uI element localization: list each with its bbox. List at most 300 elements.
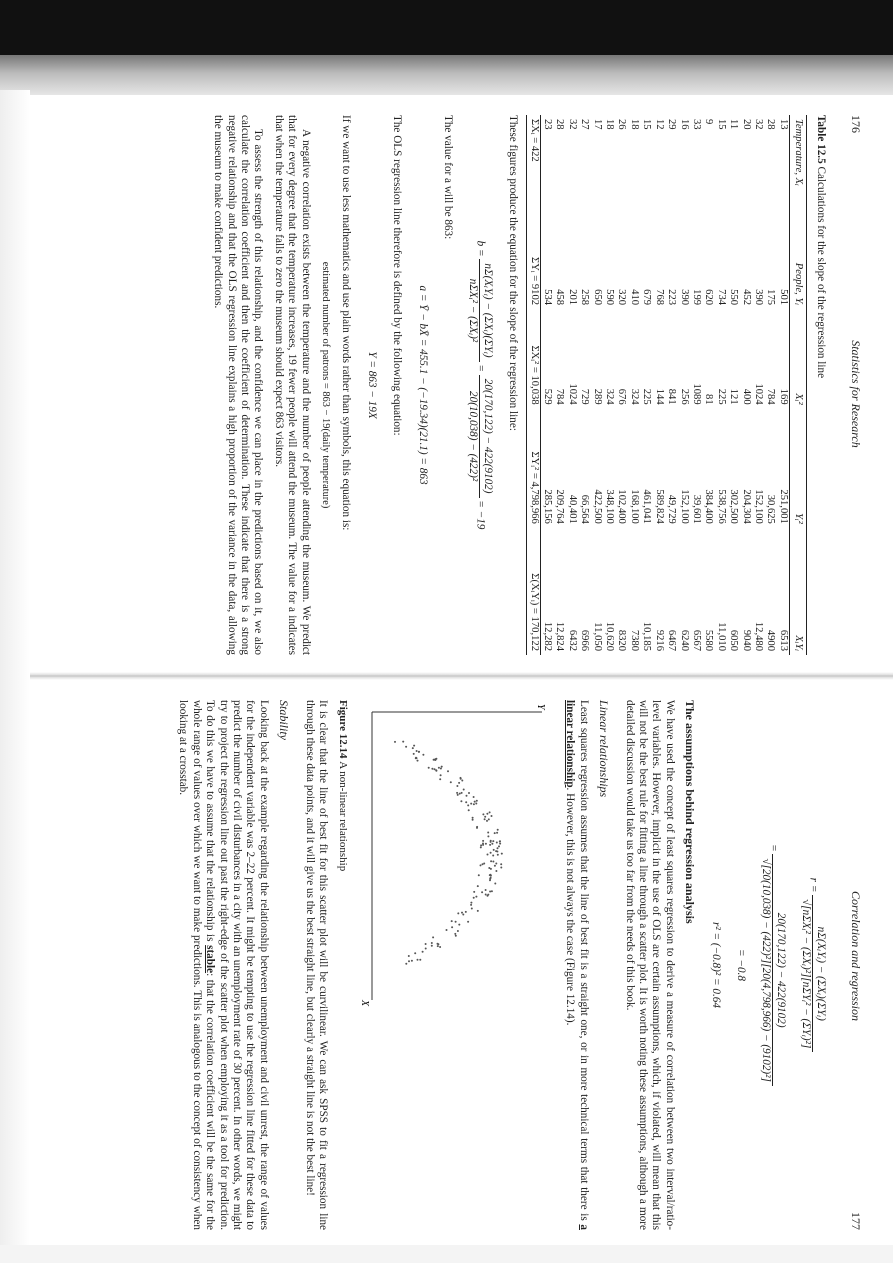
eq-lhs: r = bbox=[807, 877, 820, 893]
table-cell: 209,764 bbox=[554, 489, 566, 524]
scatter-point bbox=[461, 780, 463, 782]
table-cell: 6432 bbox=[566, 629, 578, 651]
table-row bbox=[752, 115, 764, 655]
table-row bbox=[739, 115, 751, 655]
table-cell: 102,400 bbox=[616, 489, 628, 524]
table-cell: 201 bbox=[566, 289, 578, 306]
scatter-point bbox=[500, 867, 502, 869]
x-axis-label: X bbox=[359, 1000, 370, 1007]
emphasis-linear: a linear relationship bbox=[564, 700, 590, 1230]
table-cell: 348,100 bbox=[604, 489, 616, 524]
equation-correlation bbox=[799, 700, 827, 1230]
table-row bbox=[702, 115, 714, 655]
scatter-point bbox=[484, 816, 486, 818]
table-cell: 289 bbox=[591, 388, 603, 405]
table-cell: 324 bbox=[604, 388, 616, 405]
table-cell: 144 bbox=[653, 388, 665, 405]
table-cell: 784 bbox=[554, 388, 566, 405]
emphasis-stable: stable bbox=[204, 945, 217, 974]
table-total-cell: ΣXᵢ = 422 bbox=[528, 119, 540, 162]
scatter-point bbox=[439, 946, 441, 948]
scatter-point bbox=[478, 874, 480, 876]
scatter-point bbox=[465, 911, 467, 913]
table-total-cell: ΣYᵢ = 9102 bbox=[528, 257, 540, 306]
scatter-point bbox=[405, 963, 407, 965]
scatter-point bbox=[454, 933, 456, 935]
scatter-point bbox=[488, 867, 490, 869]
scatter-point bbox=[458, 782, 460, 784]
eq-numerator: 20(170,122) − 422(9102) bbox=[772, 854, 786, 1085]
eq-numerator: nΣ(XᵢYᵢ) − (ΣXᵢ)(ΣYᵢ) bbox=[812, 895, 826, 1052]
scatter-point bbox=[499, 843, 501, 845]
scatter-point bbox=[435, 769, 437, 771]
table-cell: 32 bbox=[752, 119, 764, 130]
scatter-point bbox=[470, 904, 472, 906]
figure-label: Figure 12.14 bbox=[337, 700, 350, 759]
scatter-point bbox=[489, 811, 491, 813]
scatter-point bbox=[461, 912, 463, 914]
scatter-point bbox=[473, 796, 475, 798]
scatter-point bbox=[495, 850, 497, 852]
scatter-point bbox=[457, 912, 459, 914]
table-cell: 32 bbox=[566, 119, 578, 130]
scatter-point bbox=[451, 920, 453, 922]
scatter-point bbox=[496, 847, 498, 849]
table-cell: 39,601 bbox=[690, 494, 702, 524]
scatter-point bbox=[415, 757, 417, 759]
scatter-point bbox=[490, 877, 492, 879]
eq-fraction bbox=[759, 854, 787, 1085]
table-cell: 8320 bbox=[616, 629, 628, 651]
scatter-point bbox=[467, 804, 469, 806]
table-cell: 768 bbox=[653, 289, 665, 306]
scatter-point bbox=[484, 818, 486, 820]
table-cell: 6513 bbox=[777, 629, 789, 651]
table-caption-text: Calculations for the slope of the regression line bbox=[814, 166, 827, 379]
table-cell: 729 bbox=[579, 388, 591, 405]
scatter-point bbox=[467, 921, 469, 923]
table-cell: 501 bbox=[777, 289, 789, 306]
scatter-point bbox=[499, 841, 501, 843]
running-title: Statistics for Research bbox=[849, 340, 863, 448]
table-cell: 1089 bbox=[690, 383, 702, 405]
scatter-point bbox=[459, 793, 461, 795]
scatter-point bbox=[422, 754, 424, 756]
table-cell: 251,001 bbox=[777, 489, 789, 524]
table-cell: 121 bbox=[728, 388, 740, 405]
scatter-point bbox=[408, 955, 410, 957]
table-cell: 384,400 bbox=[703, 489, 715, 524]
table-cell: 18 bbox=[628, 119, 640, 130]
scatter-point bbox=[431, 942, 433, 944]
scatter-point bbox=[490, 852, 492, 854]
table-cell: 620 bbox=[703, 289, 715, 306]
scatter-point bbox=[455, 935, 457, 937]
table-cell: 40,401 bbox=[566, 494, 578, 524]
scatter-point bbox=[411, 960, 413, 962]
table-cell: 1024 bbox=[752, 383, 764, 405]
book-gutter bbox=[30, 672, 893, 680]
scatter-point bbox=[468, 792, 470, 794]
scatter-point bbox=[485, 889, 487, 891]
table-cell: 590 bbox=[604, 289, 616, 306]
scatter-point bbox=[497, 829, 499, 831]
table-cell: 529 bbox=[542, 388, 554, 405]
scatter-point bbox=[413, 745, 415, 747]
scatter-point bbox=[472, 819, 474, 821]
table-row bbox=[615, 115, 627, 655]
table-row bbox=[628, 115, 640, 655]
scatter-point bbox=[456, 792, 458, 794]
table-cell: 169 bbox=[777, 388, 789, 405]
table-cell: 676 bbox=[616, 388, 628, 405]
paragraph: A negative correlation exists between the temperature and the number of people attending the museum. We predict that for every degree that the temperature increases, 19 fewer people will attend the museum. The value for a indicates that when the temperature falls to zero the museum should expect 863 visitors. bbox=[272, 115, 312, 655]
scatter-point bbox=[468, 809, 470, 811]
scatter-point bbox=[473, 897, 475, 899]
table-cell: 6567 bbox=[690, 629, 702, 651]
table-cell: 550 bbox=[728, 289, 740, 306]
eq-denominator: nΣXᵢ² − (ΣXᵢ)² bbox=[467, 278, 480, 343]
scanner-shadow-band bbox=[0, 55, 893, 95]
scatter-point bbox=[451, 926, 453, 928]
scatter-point bbox=[434, 759, 436, 761]
eq-numerator: nΣ(XᵢYᵢ) − (ΣXᵢ)(ΣYᵢ) bbox=[479, 259, 493, 361]
scatter-point bbox=[433, 759, 435, 761]
table-cell: 12,480 bbox=[752, 621, 764, 651]
scatter-point bbox=[431, 768, 433, 770]
paragraph: It is clear that the line of best fit for this scatter plot will be curvilinear. We can ask SPSS to fit a regression line through these data points, and it will give us the best straight line, but clearly a straight line is not the best line! bbox=[303, 700, 330, 1230]
scatter-point bbox=[490, 860, 492, 862]
table-cell: 27 bbox=[579, 119, 591, 130]
running-title: Correlation and regression bbox=[849, 890, 863, 1021]
scatter-point bbox=[498, 845, 500, 847]
scatter-point bbox=[486, 895, 488, 897]
table-cell: 30,625 bbox=[765, 494, 777, 524]
page-number: 176 bbox=[849, 115, 863, 133]
scatter-point bbox=[486, 820, 488, 822]
table-cell: 152,100 bbox=[678, 489, 690, 524]
scatter-point bbox=[491, 843, 493, 845]
table-cell: 7380 bbox=[628, 629, 640, 651]
table-row bbox=[665, 115, 677, 655]
table-cell: 16 bbox=[678, 119, 690, 130]
scatter-point bbox=[445, 929, 447, 931]
equation-r-value: = −0.8 bbox=[734, 949, 747, 981]
scatter-point bbox=[489, 891, 491, 893]
table-total-cell: ΣYᵢ² = 4,798,966 bbox=[528, 451, 540, 524]
paragraph: If we want to use less mathematics and use plain words rather than symbols, this equation is: bbox=[340, 115, 353, 531]
table-cell: 66,564 bbox=[579, 494, 591, 524]
scatter-point bbox=[470, 902, 472, 904]
table-cell: 28 bbox=[765, 119, 777, 130]
table-cell: 458 bbox=[554, 289, 566, 306]
table-cell: 650 bbox=[591, 289, 603, 306]
scatter-point bbox=[441, 766, 443, 768]
table-cell: 302,500 bbox=[728, 489, 740, 524]
scatter-point bbox=[450, 781, 452, 783]
table-row bbox=[776, 115, 789, 655]
paragraph: The OLS regression line therefore is defined by the following equation: bbox=[391, 115, 404, 436]
table-body bbox=[540, 115, 789, 655]
table-cell: 784 bbox=[765, 388, 777, 405]
eq-denominator: 20(10,038) − (422)² bbox=[467, 391, 480, 482]
scatter-point bbox=[456, 785, 458, 787]
scatter-point bbox=[470, 803, 472, 805]
scatter-point bbox=[477, 910, 479, 912]
table-cell: 285,156 bbox=[542, 489, 554, 524]
scatter-point bbox=[495, 863, 497, 865]
table-cell: 400 bbox=[740, 388, 752, 405]
scatter-point bbox=[428, 767, 430, 769]
scanner-border-left bbox=[0, 90, 30, 1263]
paragraph: These figures produce the equation for the slope of the regression line: bbox=[507, 115, 520, 431]
table-header-cell: Yᵢ² bbox=[793, 513, 805, 524]
scatter-point bbox=[476, 826, 478, 828]
table-cell: 175 bbox=[765, 289, 777, 306]
eq-result: = −19 bbox=[474, 500, 487, 530]
table-row bbox=[540, 115, 553, 655]
scatter-point bbox=[412, 747, 414, 749]
table-cell: 199 bbox=[690, 289, 702, 306]
scatter-point bbox=[447, 770, 449, 772]
scatter-point bbox=[459, 777, 461, 779]
table-cell: 320 bbox=[616, 289, 628, 306]
table-totals-row bbox=[527, 115, 540, 655]
eq-fraction bbox=[466, 259, 494, 361]
figure-caption bbox=[336, 700, 349, 1230]
scatter-point bbox=[471, 908, 473, 910]
table-header-cell: Temperature, Xᵢ bbox=[793, 119, 805, 186]
eq-fraction bbox=[799, 895, 827, 1052]
scatter-point bbox=[473, 803, 475, 805]
table-row bbox=[727, 115, 739, 655]
table-cell: 589,824 bbox=[653, 489, 665, 524]
section-heading: The assumptions behind regression analysis bbox=[683, 700, 698, 924]
table-cell: 26 bbox=[616, 119, 628, 130]
eq-fraction bbox=[466, 375, 494, 498]
scatter-point bbox=[489, 874, 491, 876]
scatter-point bbox=[472, 817, 474, 819]
scatter-point bbox=[480, 844, 482, 846]
page-number: 177 bbox=[849, 1211, 863, 1230]
equation-slope bbox=[466, 115, 494, 655]
subsection-heading: Linear relationships bbox=[597, 700, 612, 798]
paragraph: We have used the concept of least squares regression to derive a measure of correlation between two interval/ratio-level variables. However, implicit in the use of OLS are certain assumptions, which, if violated, will mean that this will not be the best rule for fitting a line through a scatter plot. It is worth noting these assumptions, although a more detailed discussion would take us too far from the needs of this book. bbox=[623, 700, 676, 1230]
table-cell: 734 bbox=[715, 289, 727, 306]
table-cell: 9216 bbox=[653, 629, 665, 651]
scatter-point bbox=[490, 815, 492, 817]
paragraph: Looking back at the example regarding the relationship between unemployment and civil unrest, the range of values for the independent variable was 2–22 percent. It might be tempting to use the regression line fitted for these data to predict the number of civil disturbances in a city with an unemployment rate of 30 percent. In other words, we might try to project the regression line out past the right-edge of the scatter plot when employing it as a tool for prediction. To do this we have to assume that the relationship is stable: that the correlation coefficient will be the same for the whole range of values over which we want to make predictions. This is analogous to the concept of consistency when looking at a crosstab. bbox=[177, 700, 270, 1230]
scatter-point bbox=[481, 891, 483, 893]
table-cell: 452 bbox=[740, 289, 752, 306]
table-cell: 256 bbox=[678, 388, 690, 405]
scatter-point bbox=[416, 959, 418, 961]
scatter-point bbox=[496, 842, 498, 844]
scatter-point bbox=[500, 863, 502, 865]
eq-lhs: b = bbox=[474, 240, 487, 257]
table-total-cell: Σ(XᵢYᵢ) = 170,122 bbox=[528, 573, 540, 651]
table-cell: 538,756 bbox=[715, 489, 727, 524]
scatter-point bbox=[408, 960, 410, 962]
equation-words: estimated number of patrons = 863 − 19(daily temperature) bbox=[320, 261, 331, 509]
scatter-point bbox=[489, 879, 491, 881]
scatter-point bbox=[496, 832, 498, 834]
table-cell: 223 bbox=[666, 289, 678, 306]
scatter-point bbox=[488, 818, 490, 820]
table-cell: 15 bbox=[641, 119, 653, 130]
scatter-point bbox=[425, 948, 427, 950]
table-header-cell: Xᵢ² bbox=[793, 393, 805, 405]
scatter-point bbox=[440, 774, 442, 776]
scatter-point bbox=[416, 760, 418, 762]
scatter-point bbox=[482, 813, 484, 815]
scatter-point bbox=[486, 854, 488, 856]
scatter-point bbox=[486, 813, 488, 815]
scatter-point bbox=[487, 835, 489, 837]
equation-r-squared: r² = (−0.8)² = 0.64 bbox=[709, 922, 722, 1008]
scatter-figure bbox=[360, 700, 550, 1010]
table-cell: 324 bbox=[628, 388, 640, 405]
table-cell: 33 bbox=[690, 119, 702, 130]
scatter-point bbox=[465, 801, 467, 803]
table-cell: 9 bbox=[703, 119, 715, 125]
table-cell: 152,100 bbox=[752, 489, 764, 524]
scatter-point bbox=[492, 861, 494, 863]
scatter-point bbox=[492, 840, 494, 842]
scatter-point bbox=[418, 751, 420, 753]
scatter-point bbox=[394, 741, 396, 743]
scatter-point bbox=[416, 750, 418, 752]
scatter-point bbox=[457, 930, 459, 932]
scatter-point bbox=[461, 792, 463, 794]
scatter-point bbox=[493, 849, 495, 851]
table-cell: 225 bbox=[715, 388, 727, 405]
table-row bbox=[553, 115, 565, 655]
scatter-point bbox=[492, 855, 494, 857]
paragraph: Least squares regression assumes that the line of best fit is a straight one, or in more technical terms that there is a linear relationship. However, this is not always the case (Figure 12.14). bbox=[564, 700, 590, 1230]
table-header-row bbox=[789, 115, 806, 655]
table-row bbox=[578, 115, 590, 655]
table-cell: 18 bbox=[604, 119, 616, 130]
scatter-point bbox=[477, 885, 479, 887]
scatter-point bbox=[431, 945, 433, 947]
scatter-point bbox=[460, 800, 462, 802]
scatter-point bbox=[414, 952, 416, 954]
scatter-point bbox=[475, 896, 477, 898]
paragraph: The value for a will be 863: bbox=[442, 115, 455, 240]
scatter-point bbox=[437, 945, 439, 947]
scatter-point bbox=[475, 803, 477, 805]
page-header bbox=[849, 700, 862, 1230]
scatter-point bbox=[482, 840, 484, 842]
table-cell: 23 bbox=[542, 119, 554, 130]
scatter-point bbox=[482, 843, 484, 845]
scatter-point bbox=[465, 795, 467, 797]
table-cell: 10,185 bbox=[641, 621, 653, 651]
paragraph: To assess the strength of this relationship, and the confidence we can place in the predictions based on it, we also calculate the correlation coefficient and then the coefficient of determination. These indicate that there is a strong negative relationship and that the OLS regression line explains a high proportion of the variance in the data, allowing the museum to make confident predictions. bbox=[212, 115, 265, 655]
scatter-point bbox=[440, 768, 442, 770]
scatter-point bbox=[425, 943, 427, 945]
scatter-point bbox=[490, 840, 492, 842]
table-label: Table 12.5 bbox=[814, 115, 827, 164]
scatter-point bbox=[438, 767, 440, 769]
scatter-point bbox=[437, 943, 439, 945]
table-cell: 28 bbox=[554, 119, 566, 130]
scatter-point bbox=[458, 924, 460, 926]
eq-equals: = bbox=[474, 364, 487, 372]
table-cell: 6240 bbox=[678, 629, 690, 651]
table-header-cell: People, Yᵢ bbox=[793, 262, 805, 306]
scatter-point bbox=[402, 741, 404, 743]
scatter-point bbox=[489, 844, 491, 846]
subsection-heading: Stability bbox=[277, 700, 292, 740]
table-cell: 841 bbox=[666, 388, 678, 405]
table-row bbox=[565, 115, 577, 655]
scatter-point bbox=[422, 951, 424, 953]
scatter-point bbox=[487, 832, 489, 834]
table-row bbox=[640, 115, 652, 655]
table-cell: 81 bbox=[703, 394, 715, 405]
table-cell: 12,824 bbox=[554, 621, 566, 651]
y-axis-label: Y bbox=[534, 704, 546, 710]
regression-table bbox=[526, 115, 807, 655]
table-cell: 11,010 bbox=[715, 622, 727, 651]
scatter-point bbox=[433, 768, 435, 770]
table-cell: 11,050 bbox=[591, 622, 603, 651]
scatter-point bbox=[485, 843, 487, 845]
table-row bbox=[764, 115, 776, 655]
table-cell: 12 bbox=[653, 119, 665, 130]
scatter-point bbox=[485, 894, 487, 896]
scatter-point bbox=[463, 789, 465, 791]
scatter-point bbox=[479, 864, 481, 866]
table-cell: 6966 bbox=[579, 629, 591, 651]
scatter-points bbox=[394, 741, 503, 965]
page-177 bbox=[47, 700, 862, 1230]
table-row bbox=[652, 115, 664, 655]
scatter-point bbox=[481, 863, 483, 865]
scatter-point bbox=[476, 800, 478, 802]
table-cell: 390 bbox=[678, 289, 690, 306]
table-total-cell: ΣXᵢ² = 10,038 bbox=[528, 345, 540, 405]
scanner-border-bottom bbox=[0, 1245, 893, 1263]
table-row bbox=[590, 115, 602, 655]
scatter-point bbox=[480, 846, 482, 848]
table-row bbox=[603, 115, 615, 655]
scatter-point bbox=[462, 914, 464, 916]
table-cell: 10,620 bbox=[604, 621, 616, 651]
table-caption bbox=[813, 115, 826, 655]
scatter-point bbox=[457, 794, 459, 796]
table-cell: 422,500 bbox=[591, 489, 603, 524]
scatter-point bbox=[491, 890, 493, 892]
page-176 bbox=[47, 115, 862, 655]
table-cell: 461,041 bbox=[641, 489, 653, 524]
page-header bbox=[849, 115, 862, 655]
table-cell: 168,100 bbox=[628, 489, 640, 524]
table-cell: 6467 bbox=[666, 629, 678, 651]
equation-intercept: a = Ȳ − bX̄ = 455.1 − (−19.34)(21.1) = 863 bbox=[416, 285, 429, 485]
scatter-point bbox=[473, 891, 475, 893]
table-cell: 534 bbox=[542, 289, 554, 306]
scatter-point bbox=[501, 853, 503, 855]
table-cell: 49,729 bbox=[666, 494, 678, 524]
table-cell: 1024 bbox=[566, 383, 578, 405]
equation-correlation-values: = 20(170,122) − 422(9102) √[20(10,038) − (422)²][20(4,798,966) − (9102)²] bbox=[759, 700, 787, 1230]
table-row bbox=[714, 115, 726, 655]
table-cell: 679 bbox=[641, 289, 653, 306]
table-cell: 390 bbox=[752, 289, 764, 306]
